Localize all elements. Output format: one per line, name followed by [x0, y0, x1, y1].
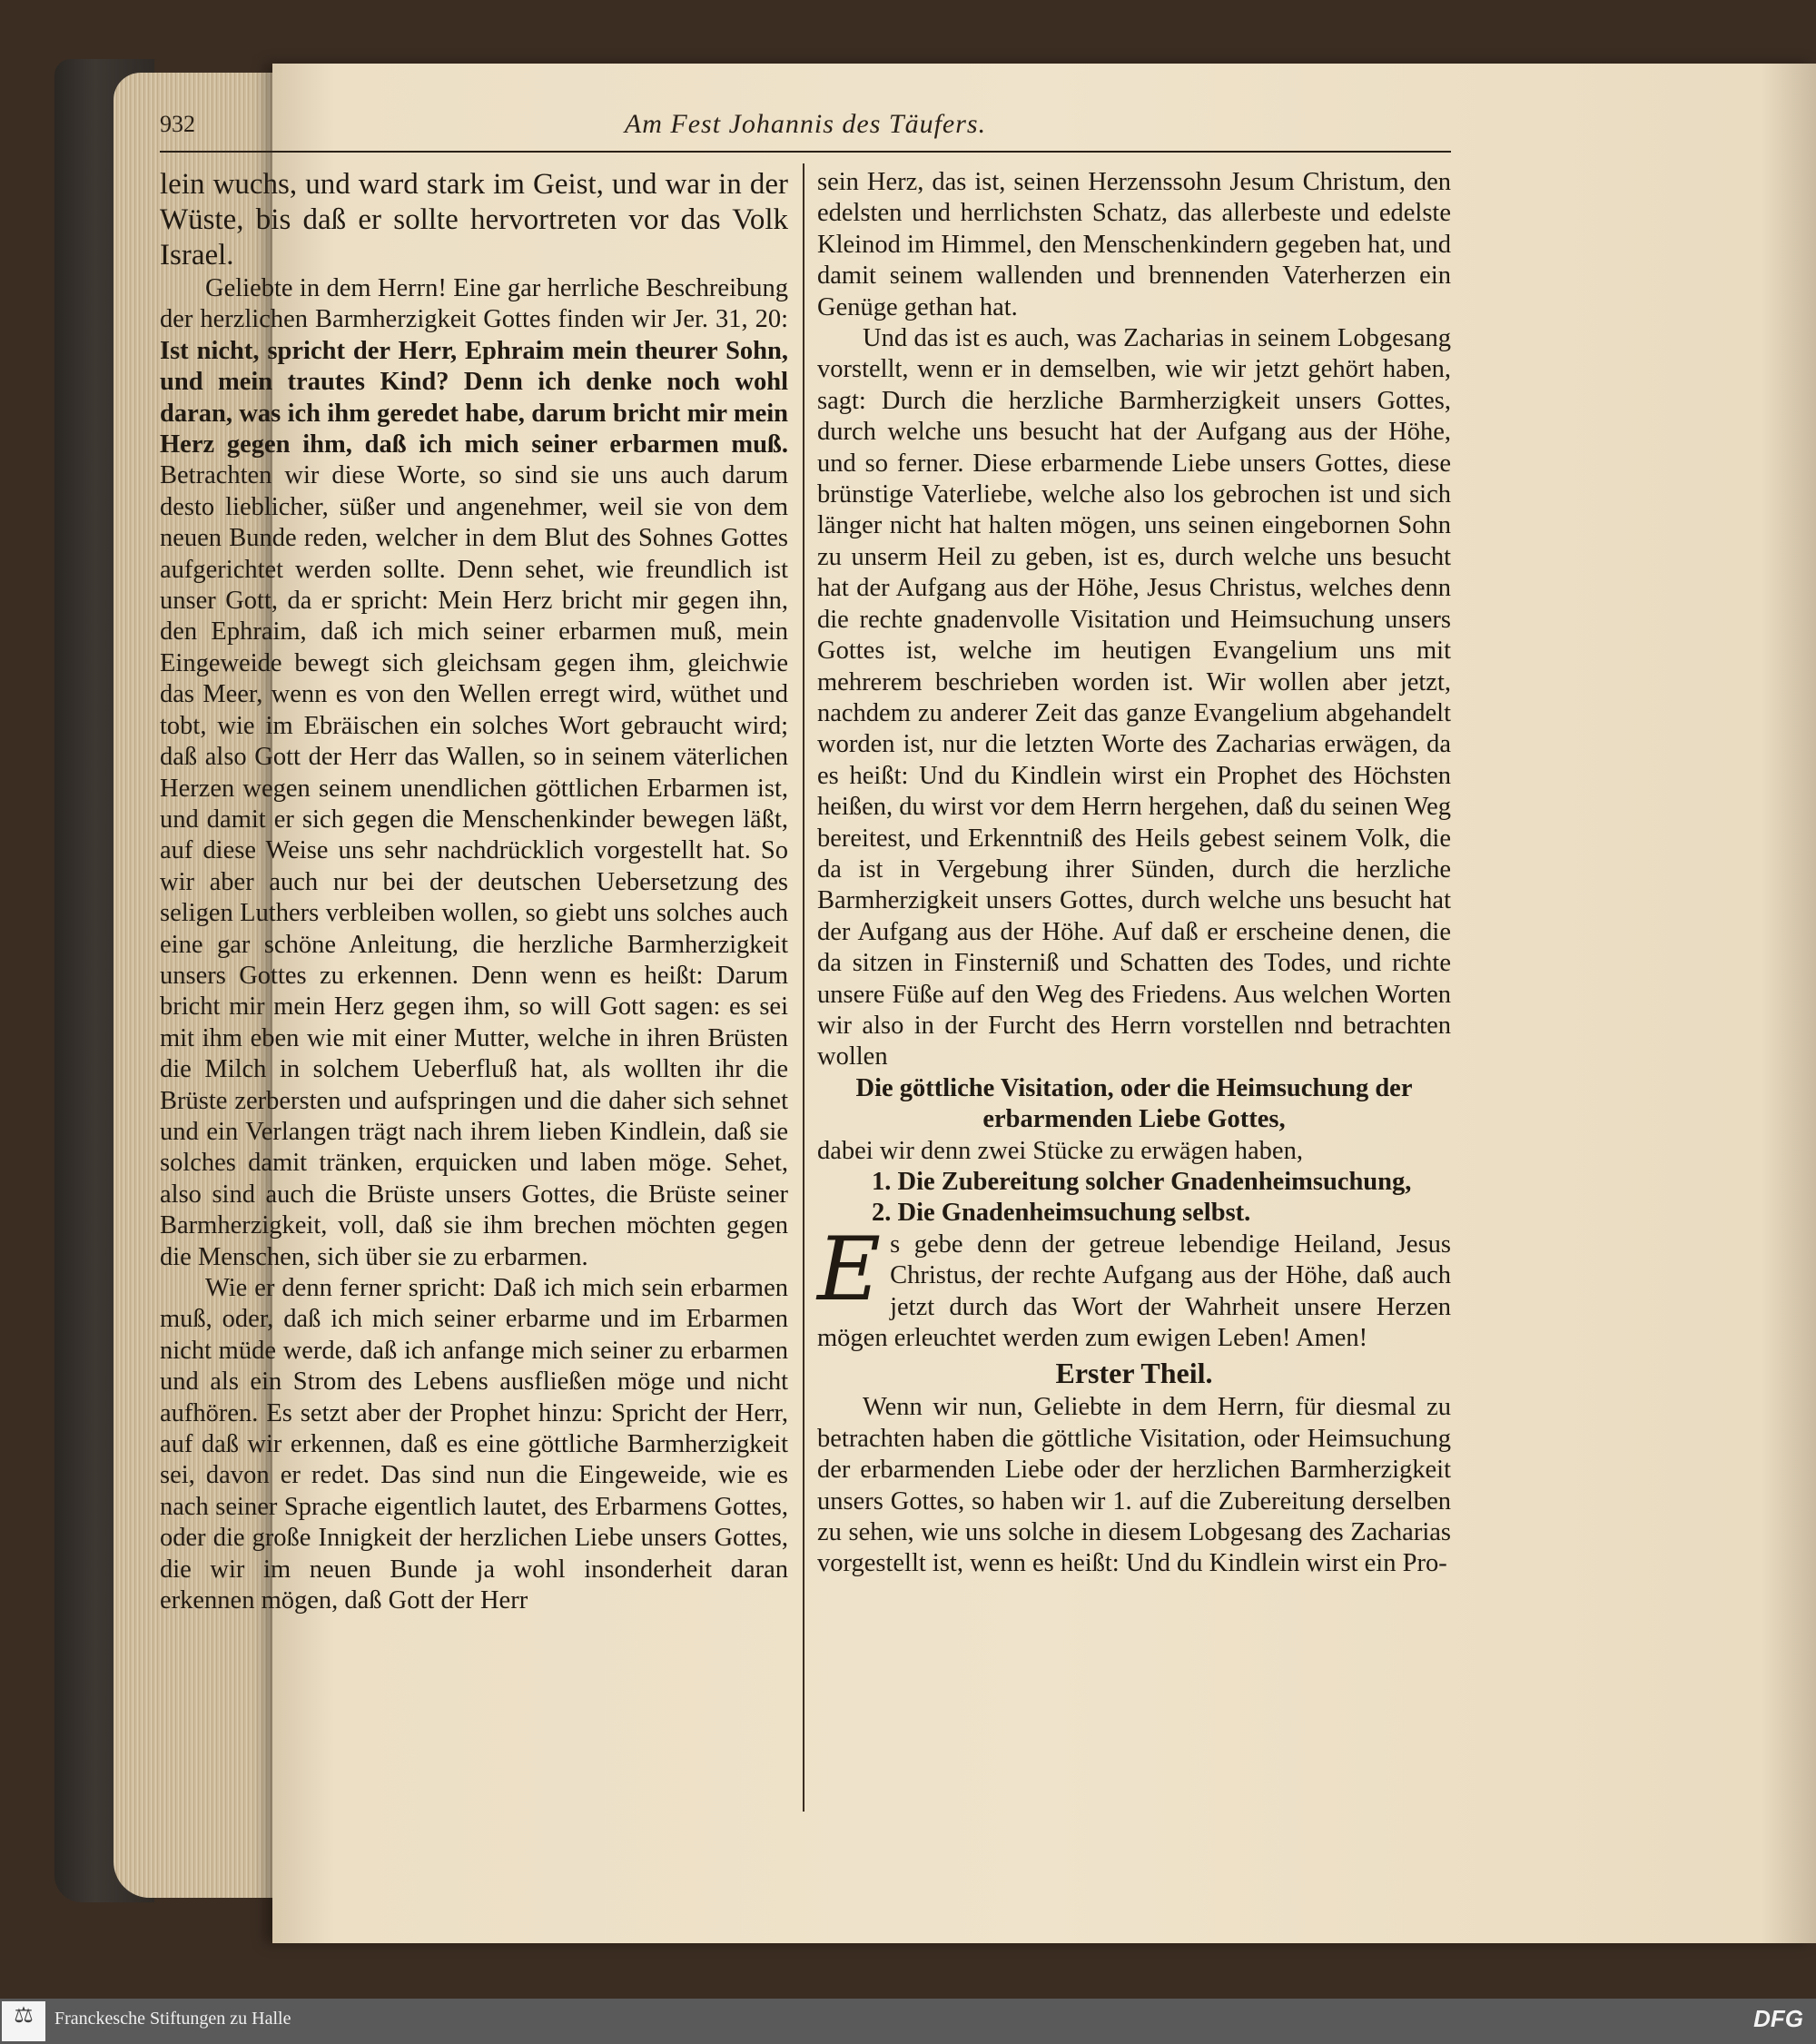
list-item: 1. Die Zubereitung solcher Gnadenheimsuchung, — [872, 1168, 1412, 1196]
left-column — [160, 167, 788, 1616]
prayer-paragraph — [817, 1218, 1451, 1355]
page-number: 932 — [160, 111, 195, 137]
sermon-theme: Die göttliche Visitation, oder die Heimsuchung der erbarmenden Liebe Gottes, — [855, 1073, 1413, 1134]
paragraph: Wie er denn ferner spricht: Daß ich mich sein erbarmen muß, oder, daß ich mich seiner erbarme und im Erbarmen nicht müde werde, daß ich anfange mich seiner zu erbarmen und als ein Strom des Lebens ausfließen möge und nicht aufhören. Es setzt aber der Prophet hinzu: Spricht der Herr, auf daß wir erkennen, daß es eine göttliche Barmherzigkeit sei, davon er redet. Das sind nun die Eingeweide, wie es nach seiner Sprache eigentlich lautet, des Erbarmens Gottes, oder die große Innigkeit der herzlichen Liebe unsers Gottes, die wir im neuen Bunde ja wohl insonderheit daran erkennen mögen, daß Gott der Herr — [160, 1274, 788, 1615]
parts-intro: dabei wir denn zwei Stücke zu erwägen haben, — [817, 1136, 1303, 1165]
page-gutter-shadow — [1762, 64, 1816, 1943]
right-column — [817, 167, 1451, 1580]
dfg-logo: DFG — [1753, 2005, 1803, 2032]
foundation-logo-icon: ⚖ — [2, 2001, 45, 2041]
column-divider — [803, 163, 804, 1812]
drop-cap: E — [817, 1218, 882, 1320]
paragraph: Wenn wir nun, Geliebte in dem Herrn, für diesmal zu betrachten haben die göttliche Visitation, oder Heimsuchung der erbarmenden Liebe oder der herzlichen Barmherzigkeit unsers Gottes, so haben wir 1. auf die Zubereitung derselben zu sehen, wie uns solche in diesem Lobgesang des Zacharias vorgestellt ist, wenn es heißt: Und du Kindlein wirst ein Pro- — [817, 1393, 1451, 1578]
paragraph-text: Geliebte in dem Herrn! Eine gar herrliche Beschreibung der herzlichen Barmherzigkeit Gottes finden wir Jer. 31, 20: — [160, 274, 788, 334]
list-item: 2. Die Gnadenheimsuchung selbst. — [872, 1199, 1251, 1228]
page-header — [160, 107, 1451, 153]
continued-text: lein wuchs, und ward stark im Geist, und war in der Wüste, bis daß er sollte hervortreten vor das Volk Israel. — [160, 168, 788, 272]
scripture-quote: Ist nicht, spricht der Herr, Ephraim mein theurer Sohn, und mein trautes Kind? Denn ich denke noch wohl daran, was ich ihm geredet habe, darum bricht mir mein Herz gegen ihm, daß ich mich seiner erbarmen muß. — [160, 336, 788, 459]
institution-name: Franckesche Stiftungen zu Halle — [54, 2009, 291, 2029]
paragraph-text: Betrachten wir diese Worte, so sind sie uns auch darum desto lieblicher, süßer und angenehmer, weil sie von dem neuen Bunde reden, welcher in dem Blut des Sohnes Gottes aufgerichtet werden sollte. Denn sehet, wie freundlich ist unser Gott, da er spricht: Mein Herz bricht mir gegen ihn, den Ephraim, daß ich mich seiner erbarmen muß, mein Eingeweide bewegt sich gleichsam gegen ihm, gleichwie das Meer, wenn es von den Wellen erregt wird, wüthet und tobt, wie im Ebräischen ein solches Wort gebraucht wird; daß also Gott der Herr das Wallen, so in seinem väterlichen Herzen wegen seinem unendlichen göttlichen Erbarmen ist, und damit er sich gegen die Menschenkinder bewegen läßt, auf diese Weise uns sehr nachdrücklich vorgestellt hat. So wir aber auch nur bei der deutschen Uebersetzung des seligen Luthers verbleiben wollen, so giebt uns solches auch eine gar schöne Anleitung, die herzliche Barmherzigkeit unsers Gottes zu erkennen. Denn wenn es heißt: Darum bricht mir mein Herz gegen ihm, so will Gott sagen: es sei mit ihm eben wie mit einer Mutter, welche in ihren Brüsten die Milch in solchem Ueberfluß hat, als wollten ihr die Brüste zerbersten und aufspringen und die daher sich sehnet und ein Verlangen trägt nach ihrem lieben Kindlein, daß sie solches damit tränken, erquicken und laben möge. Sehet, also sind auch die Brüste unsers Gottes, die Brüste seiner Barmherzigkeit, voll, daß sie ihm brechen möchten gegen die Menschen, sich über sie zu erbarmen. — [160, 461, 788, 1271]
running-title: Am Fest Johannis des Täufers. — [624, 109, 987, 139]
paragraph: Und das ist es auch, was Zacharias in seinem Lobgesang vorstellt, wenn er in demselben, wie wir jetzt gehört haben, sagt: Durch die herzliche Barmherzigkeit unsers Gottes, durch welche uns besucht hat der Aufgang aus der Höhe, und so ferner. Diese erbarmende Liebe unsers Gottes, diese brünstige Vaterliebe, welche also los gebrochen ist und sich länger nicht hat halten mögen, uns seinen eingebornen Sohn zu unserm Heil zu geben, ist es, durch welche uns besucht hat der Aufgang aus der Höhe, Jesus Christus, welches denn die rechte gnadenvolle Visitation und Heimsuchung unsers Gottes ist, welche im heutigen Evangelium uns mit mehrerem beschrieben worden ist. Wir wollen aber jetzt, nachdem zu anderer Zeit das ganze Evangelium abgehandelt worden ist, nur die letzten Worte des Zacharias erwägen, da es heißt: Und du Kindlein wirst ein Prophet des Höchsten heißen, du wirst vor dem Herrn hergehen, daß du seinen Weg bereitest, und Erkenntniß des Heils gebest seinem Volk, die da ist in Vergebung ihrer Sünden, durch die herzliche Barmherzigkeit unsers Gottes, durch welche uns besucht hat der Aufgang aus der Höhe. Auf daß er erscheine denen, die da sitzen in Finsterniß und Schatten des Todes, und richte unsere Füße auf den Weg des Friedens. Aus welchen Worten wir also in der Furcht des Herrn vorstellen nnd betrachten wollen — [817, 324, 1451, 1071]
prayer-text: s gebe denn der getreue lebendige Heiland, Jesus Christus, der rechte Aufgang aus der Höhe, daß auch jetzt durch das Wort der Wahrheit unsere Herzen mögen erleuchtet werden zum ewigen Leben! Amen! — [817, 1229, 1451, 1353]
parts-list — [817, 1167, 1451, 1229]
paragraph: sein Herz, das ist, seinen Herzenssohn Jesum Christum, den edelsten und herrlichsten Schatz, das allerbeste und edelste Kleinod im Himmel, den Menschenkindern gegeben hat, und damit seinem wallenden und brennenden Vaterherzen ein Genüge gethan hat. — [817, 168, 1451, 321]
footer-bar — [0, 1999, 1816, 2044]
section-heading: Erster Theil. — [1055, 1357, 1213, 1390]
paragraph — [160, 273, 788, 1273]
